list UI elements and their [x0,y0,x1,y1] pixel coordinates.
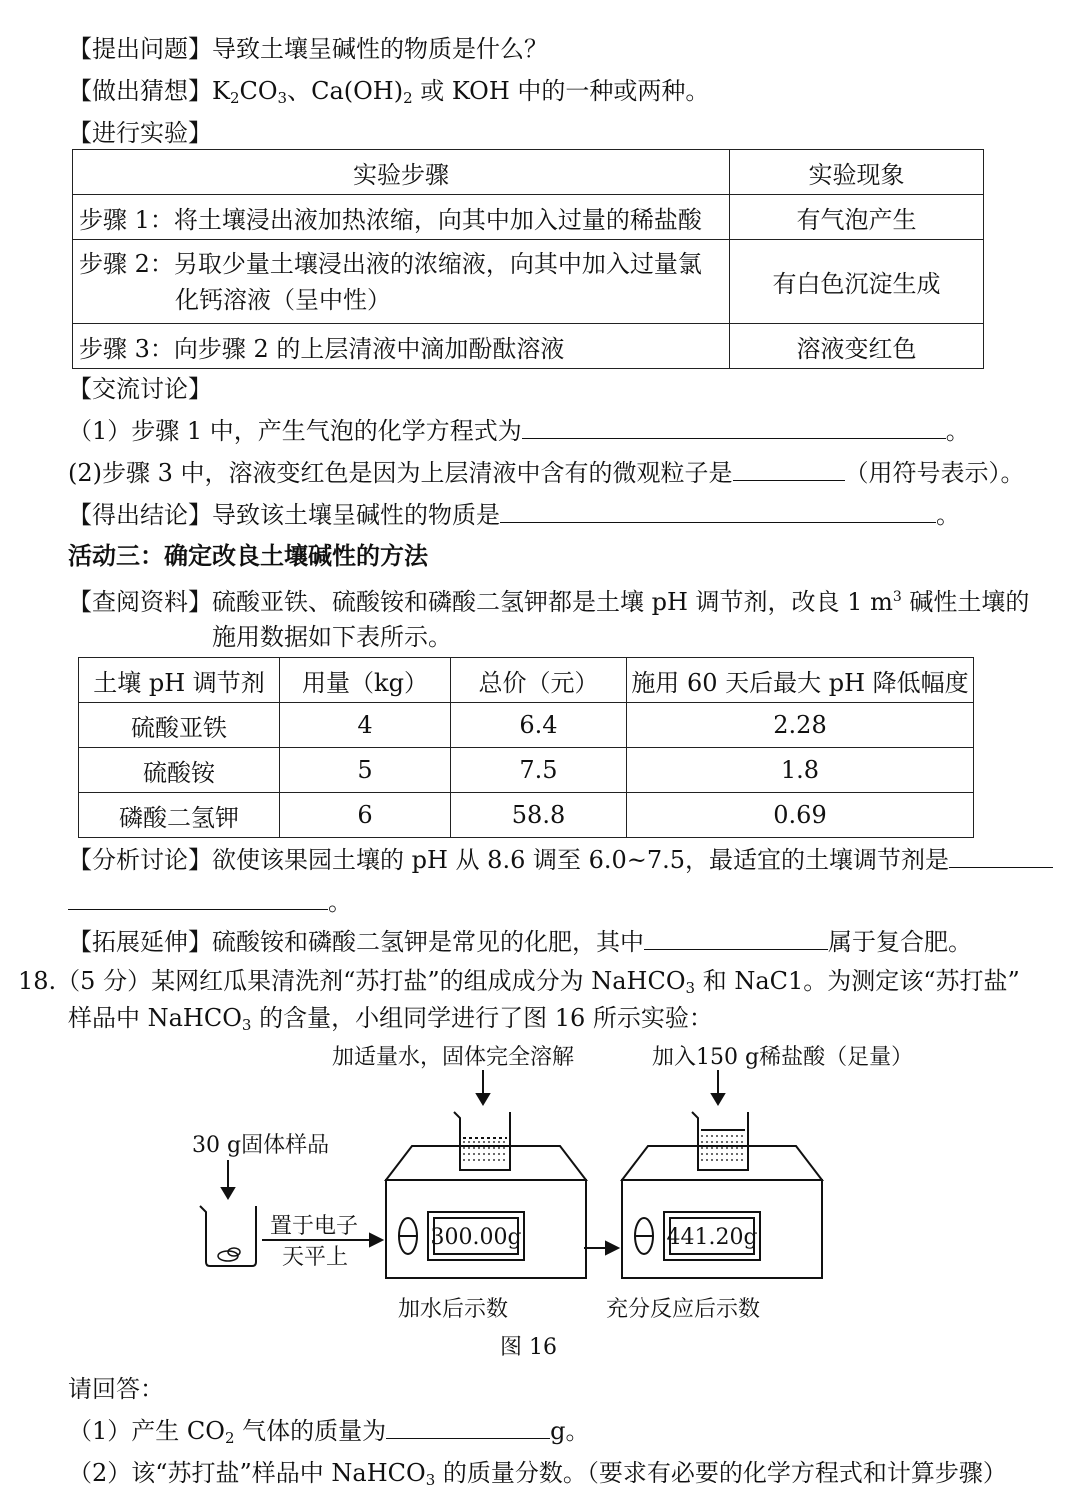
discussion-q2-text: (2)步骤 3 中，溶液变红色是因为上层清液中含有的微观粒子是 [68,459,733,487]
hypothesis-label: 【做出猜想】 [68,77,212,105]
step-label: 步骤 2： [79,249,174,278]
table-cell: 0.69 [627,793,974,838]
discussion-label: 【交流讨论】 [68,375,212,403]
header-cell: 总价（元） [451,658,627,703]
formula-sub: 3 [685,979,696,997]
formula-sub: 2 [403,89,413,107]
scale-2-icon [622,1146,822,1278]
arrow-head-icon [370,1234,382,1246]
step-text-cont: 化钙溶液（呈中性） [175,285,391,314]
label-sample: 30 g固体样品 [192,1133,330,1158]
q18-part1-text: （1）产生 CO [68,1417,225,1445]
reference-label: 【查阅资料】 [68,588,212,616]
header-cell: 土壤 pH 调节剂 [79,658,280,703]
discussion-q1-text: （1）步骤 1 中，产生气泡的化学方程式为 [68,417,522,445]
q18-part1 [68,1416,590,1453]
arrow-head-icon [606,1242,618,1254]
header-cell: 实验步骤 [73,150,730,195]
analysis-label: 【分析讨论】 [68,846,212,874]
extension-end: 属于复合肥。 [828,928,972,956]
scale-1-icon [386,1146,586,1278]
answer-blank[interactable] [386,1416,550,1439]
beaker-1-icon [454,1112,510,1170]
table-cell: 4 [280,703,451,748]
scale-1-reading: 300.00g [430,1225,522,1250]
q18-text: 的含量，小组同学进行了图 16 所示实验： [251,1004,713,1032]
punct: 。 [945,417,970,445]
caption-scale2: 充分反应后示数 [606,1297,761,1322]
header-cell: 施用 60 天后最大 pH 降低幅度 [627,658,974,703]
formula-part: CO [239,77,278,105]
table-cell: 硫酸铵 [79,748,280,793]
formula-sub: 2 [224,1429,235,1447]
q18-part2-text: 的质量分数。（要求有必要的化学方程式和计算步骤） [435,1459,1007,1487]
formula-sub: 3 [277,89,288,107]
formula-part: K [212,77,230,105]
beaker-2-icon [692,1112,748,1170]
answer-prompt: 请回答： [68,1375,164,1403]
step-text: 将土壤浸出液加热浓缩，向其中加入过量的稀盐酸 [173,205,702,234]
formula-part: 、Ca(OH) [287,77,404,105]
header-cell: 用量（kg） [280,658,451,703]
table-cell: 58.8 [451,793,627,838]
step-label: 步骤 1： [79,205,174,234]
answer-prompt-line [68,1374,164,1404]
arrow-head-icon [712,1094,724,1104]
header-cell: 实验现象 [730,150,984,195]
table-cell: 7.5 [451,748,627,793]
reference-cont: 施用数据如下表所示。 [212,623,452,651]
activity-three-title: 活动三：确定改良土壤碱性的方法 [68,541,428,570]
experiment-label: 【进行实验】 [68,119,212,147]
formula-sub: 3 [425,1471,436,1489]
q18-text: 和 NaC1。为测定该“苏打盐” [695,967,1020,995]
table-cell: 5 [280,748,451,793]
sample-beaker-icon [200,1206,256,1266]
analysis-text: 欲使该果园土壤的 pH 从 8.6 调至 6.0~7.5，最适宜的土壤调节剂是 [212,846,950,874]
ask-text: 导致土壤呈碱性的物质是什么？ [212,35,548,63]
caption-scale1: 加水后示数 [398,1297,509,1322]
table-cell: 6.4 [451,703,627,748]
table-cell: 6 [280,793,451,838]
result-cell: 有白色沉淀生成 [730,240,984,324]
q18-part1-text: 气体的质量为 [234,1417,387,1445]
table-cell: 1.8 [627,748,974,793]
reference-text: 硫酸亚铁、硫酸铵和磷酸二氢钾都是土壤 pH 调节剂，改良 1 m [212,588,893,616]
extension-label: 【拓展延伸】 [68,928,212,956]
punct: 。 [936,501,960,529]
q18-text: 样品中 NaHCO [68,1004,242,1032]
arrow-head-icon [477,1094,489,1104]
step-text: 另取少量土壤浸出液的浓缩液，向其中加入过量氯 [173,249,702,278]
table-cell: 磷酸二氢钾 [79,793,280,838]
ask-label: 【提出问题】 [68,35,212,63]
table-cell: 硫酸亚铁 [79,703,280,748]
extension-text: 硫酸铵和磷酸二氢钾是常见的化肥，其中 [212,928,644,956]
punct: 。 [328,888,352,916]
conclusion-label: 【得出结论】 [68,501,212,529]
scale-2-reading: 441.20g [666,1225,758,1250]
result-cell: 溶液变红色 [730,324,984,369]
q18-part2-text: （2）该“苏打盐”样品中 NaHCO [68,1459,426,1487]
formula-sub: 3 [241,1016,252,1034]
step-text: 向步骤 2 的上层清液中滴加酚酞溶液 [173,334,565,363]
label-place-2: 天平上 [282,1245,349,1270]
conclusion-text: 导致该土壤呈碱性的物质是 [212,501,500,529]
formula-sub: 2 [229,89,240,107]
superscript: 3 [892,589,902,605]
question-number: 18. [18,967,57,995]
arrow-head-icon [222,1188,234,1198]
q18-part2 [68,1458,1007,1495]
table-cell: 2.28 [627,703,974,748]
q18-text: （5 分）某网红瓜果清洗剂“苏打盐”的组成成分为 NaHCO [56,967,686,995]
label-add-water: 加适量水，固体完全溶解 [332,1045,575,1070]
hypothesis-tail: 或 KOH 中的一种或两种。 [412,77,710,105]
step-label: 步骤 3： [79,334,174,363]
label-add-acid: 加入150 g稀盐酸（足量） [652,1045,914,1070]
discussion-q2-end: （用符号表示）。 [844,459,1025,487]
label-place-1: 置于电子 [270,1214,359,1239]
reference-text-2: 碱性土壤的 [901,588,1030,616]
figure-number: 图 16 [500,1335,557,1360]
q18-part1-end: g。 [550,1417,590,1445]
result-cell: 有气泡产生 [730,195,984,240]
